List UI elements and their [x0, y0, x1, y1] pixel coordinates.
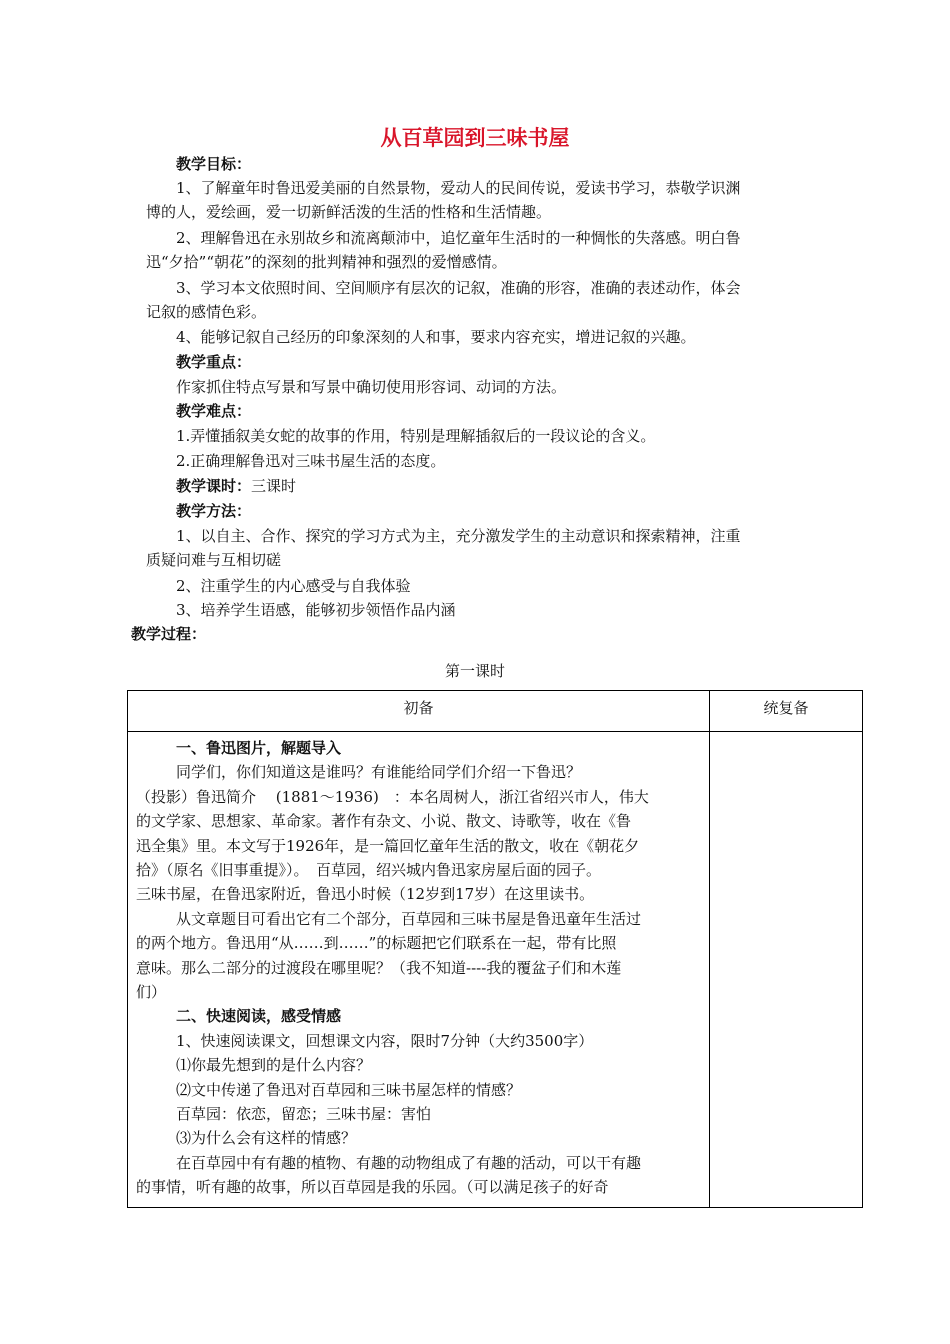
table-line-12: 二、快速阅读，感受情感: [176, 1007, 342, 1026]
method-3: 3、培养学生语感，能够初步领悟作品内涵: [176, 601, 456, 619]
goal-2-line-2: 迅“夕拾”“朝花”的深刻的批判精神和强烈的爱憎感情。: [146, 253, 507, 271]
table-line-5: 迅全集》里。本文写于1926年，是一篇回忆童年生活的散文，收在《朝花夕: [136, 836, 640, 855]
table-line-2: 同学们，你们知道这是谁吗？有谁能给同学们介绍一下鲁迅？: [176, 763, 582, 782]
process-heading: 教学过程：: [131, 625, 207, 643]
table-line-9: 的两个地方。鲁迅用“从……到……”的标题把它们联系在一起，带有比照: [136, 934, 617, 953]
hours-value: 三课时: [251, 477, 297, 495]
table-line-7: 三味书屋，在鲁迅家附近，鲁迅小时候（12岁到17岁）在这里读书。: [136, 885, 595, 904]
table-line-3: （投影）鲁迅简介 (1881～1936) ：本名周树人，浙江省绍兴市人，伟大: [136, 787, 649, 806]
table-line-1: 一、鲁迅图片，解题导入: [176, 739, 342, 757]
table-line-6: 拾》（原名《旧事重提》）。 百草园，绍兴城内鲁迅家房屋后面的园子。: [136, 861, 602, 879]
method-1-line-2: 质疑问难与互相切磋: [146, 551, 282, 569]
lesson-table: [127, 690, 863, 1208]
goals-heading: 教学目标：: [176, 155, 252, 173]
key-points-heading: 教学重点：: [176, 353, 252, 371]
goal-2-line-1: 2、理解鲁迅在永别故乡和流离颠沛中，追忆童年生活时的一种惆怅的失落感。明白鲁: [176, 229, 741, 247]
table-line-10: 意味。那么二部分的过渡段在哪里呢？（我不知道----我的覆盆子们和木莲: [136, 958, 622, 977]
revision-prep-cell: [710, 732, 863, 1208]
table-line-15: ⑵文中传递了鲁迅对百草园和三味书屋怎样的情感？: [176, 1080, 522, 1099]
table-line-13: 1、快速阅读课文，回想课文内容，限时7分钟（大约3500字）: [176, 1031, 594, 1050]
goal-1-line-2: 博的人，爱绘画，爱一切新鲜活泼的生活的性格和生活情趣。: [146, 203, 552, 221]
header-revision-prep: 统复备: [710, 691, 863, 732]
hours-heading: 教学课时：: [176, 477, 252, 495]
difficulty-2: 2.正确理解鲁迅对三味书屋生活的态度。: [176, 452, 446, 470]
table-line-19: 的事情，听有趣的故事，所以百草园是我的乐园。（可以满足孩子的好奇: [136, 1178, 609, 1197]
goal-1-line-1: 1、了解童年时鲁迅爱美丽的自然景物，爱动人的民间传说，爱读书学习，恭敬学识渊: [176, 179, 741, 197]
table-line-18: 在百草园中有有趣的植物、有趣的动物组成了有趣的活动，可以干有趣: [176, 1153, 642, 1172]
header-initial-prep: 初备: [128, 691, 710, 732]
difficulty-1: 1.弄懂插叙美女蛇的故事的作用，特别是理解插叙后的一段议论的含义。: [176, 427, 656, 445]
methods-heading: 教学方法：: [176, 502, 252, 520]
table-line-14: ⑴你最先想到的是什么内容？: [176, 1056, 372, 1075]
key-points-text: 作家抓住特点写景和写景中确切使用形容词、动词的方法。: [176, 378, 567, 396]
goal-4: 4、能够记叙自己经历的印象深刻的人和事，要求内容充实，增进记叙的兴趣。: [176, 328, 696, 346]
method-1-line-1: 1、以自主、合作、探究的学习方式为主，充分激发学生的主动意识和探索精神，注重: [176, 527, 741, 545]
table-line-8: 从文章题目可看出它有二个部分，百草园和三味书屋是鲁迅童年生活过: [176, 909, 642, 928]
difficulties-heading: 教学难点：: [176, 402, 252, 420]
initial-prep-cell: [128, 732, 710, 1208]
table-line-11: 们）: [136, 983, 167, 1001]
table-line-4: 的文学家、思想家、革命家。著作有杂文、小说、散文、诗歌等，收在《鲁: [136, 812, 632, 831]
document-title: 从百草园到三味书屋: [380, 126, 570, 150]
lesson-label: 第一课时: [444, 662, 505, 680]
method-2: 2、注重学生的内心感受与自我体验: [176, 577, 411, 595]
table-line-17: ⑶为什么会有这样的情感？: [176, 1129, 357, 1148]
goal-3-line-1: 3、学习本文依照时间、空间顺序有层次的记叙，准确的形容，准确的表述动作，体会: [176, 279, 741, 297]
goal-3-line-2: 记叙的感情色彩。: [146, 303, 267, 321]
lesson-hours: [176, 474, 296, 498]
table-line-16: 百草园：依恋，留恋；三味书屋：害怕: [176, 1105, 432, 1123]
